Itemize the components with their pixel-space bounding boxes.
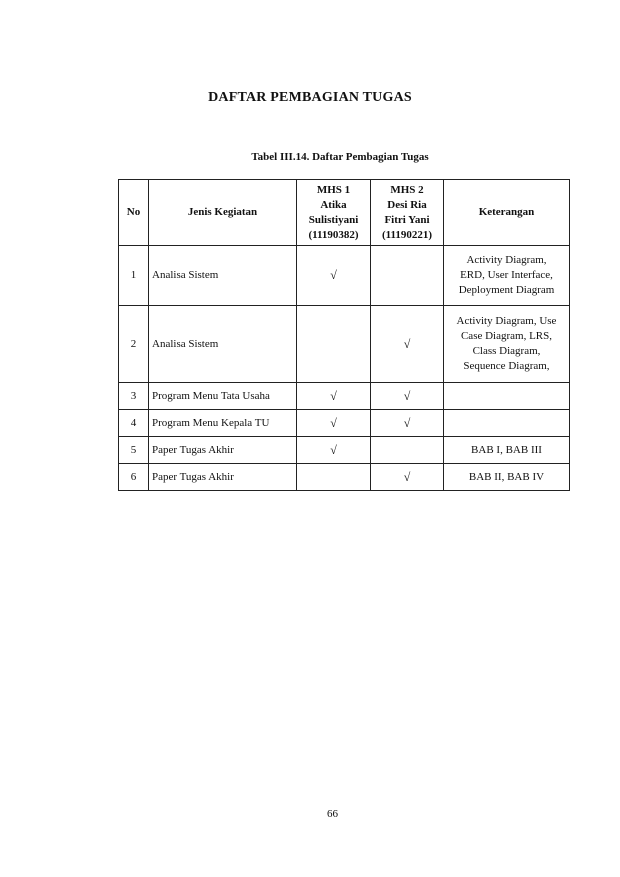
activity-cell: Analisa Sistem: [149, 246, 297, 306]
header-mhs2-line: Desi Ria: [387, 198, 427, 211]
notes-line: BAB II, BAB IV: [468, 470, 545, 483]
activity-cell: Paper Tugas Akhir: [149, 437, 297, 464]
header-mhs1-line: MHS 1: [316, 183, 351, 196]
notes-line: Sequence Diagram,: [463, 360, 550, 372]
mhs2-check: [371, 246, 444, 306]
row-number: 4: [119, 410, 149, 437]
mhs1-check: √: [297, 410, 371, 437]
header-mhs2-line: (11190221): [381, 228, 433, 241]
notes-line: Deployment Diagram: [458, 284, 555, 296]
table-row: [119, 246, 570, 306]
row-number: 6: [119, 464, 149, 491]
table-row: [119, 306, 570, 383]
table-header-row: [119, 180, 570, 246]
notes-line: Activity Diagram,: [466, 254, 547, 266]
header-notes: Keterangan: [444, 180, 570, 246]
header-activity: Jenis Kegiatan: [149, 180, 297, 246]
notes-line: Class Diagram,: [472, 345, 541, 357]
table-row: [119, 437, 570, 464]
notes-line: Case Diagram, LRS,: [460, 330, 553, 342]
header-mhs2-line: Fitri Yani: [384, 213, 430, 226]
table-row: [119, 464, 570, 491]
header-mhs1: [297, 180, 371, 246]
mhs2-check: [371, 437, 444, 464]
notes-cell: [444, 410, 570, 437]
mhs1-check: [297, 306, 371, 383]
mhs2-check: √: [371, 410, 444, 437]
activity-cell: Paper Tugas Akhir: [149, 464, 297, 491]
notes-line: Activity Diagram, Use: [456, 315, 557, 327]
page-title: DAFTAR PEMBAGIAN TUGAS: [208, 90, 412, 105]
mhs1-check: √: [297, 383, 371, 410]
mhs1-check: [297, 464, 371, 491]
mhs2-check: √: [371, 464, 444, 491]
header-mhs1-line: Sulistiyani: [308, 213, 359, 226]
table-row: [119, 410, 570, 437]
notes-cell: [444, 464, 570, 491]
notes-line: BAB I, BAB III: [471, 443, 542, 456]
activity-cell: Program Menu Kepala TU: [149, 410, 297, 437]
header-mhs1-line: Atika: [320, 198, 347, 211]
mhs1-check: √: [297, 437, 371, 464]
activity-cell: Program Menu Tata Usaha: [149, 383, 297, 410]
table-caption: Tabel III.14. Daftar Pembagian Tugas: [251, 151, 429, 163]
activity-cell: Analisa Sistem: [149, 306, 297, 383]
row-number: 2: [119, 306, 149, 383]
row-number: 1: [119, 246, 149, 306]
mhs2-check: √: [371, 306, 444, 383]
header-mhs1-line: (11190382): [308, 228, 359, 241]
notes-cell: [444, 383, 570, 410]
header-no: No: [119, 180, 149, 246]
notes-line: ERD, User Interface,: [460, 269, 553, 281]
notes-cell: [444, 437, 570, 464]
row-number: 3: [119, 383, 149, 410]
notes-cell: [444, 246, 570, 306]
task-table: [118, 179, 570, 491]
header-mhs2: [371, 180, 444, 246]
notes-cell: [444, 306, 570, 383]
mhs1-check: √: [297, 246, 371, 306]
row-number: 5: [119, 437, 149, 464]
table-row: [119, 383, 570, 410]
header-mhs2-line: MHS 2: [390, 183, 424, 196]
mhs2-check: √: [371, 383, 444, 410]
page-number: 66: [327, 808, 338, 820]
